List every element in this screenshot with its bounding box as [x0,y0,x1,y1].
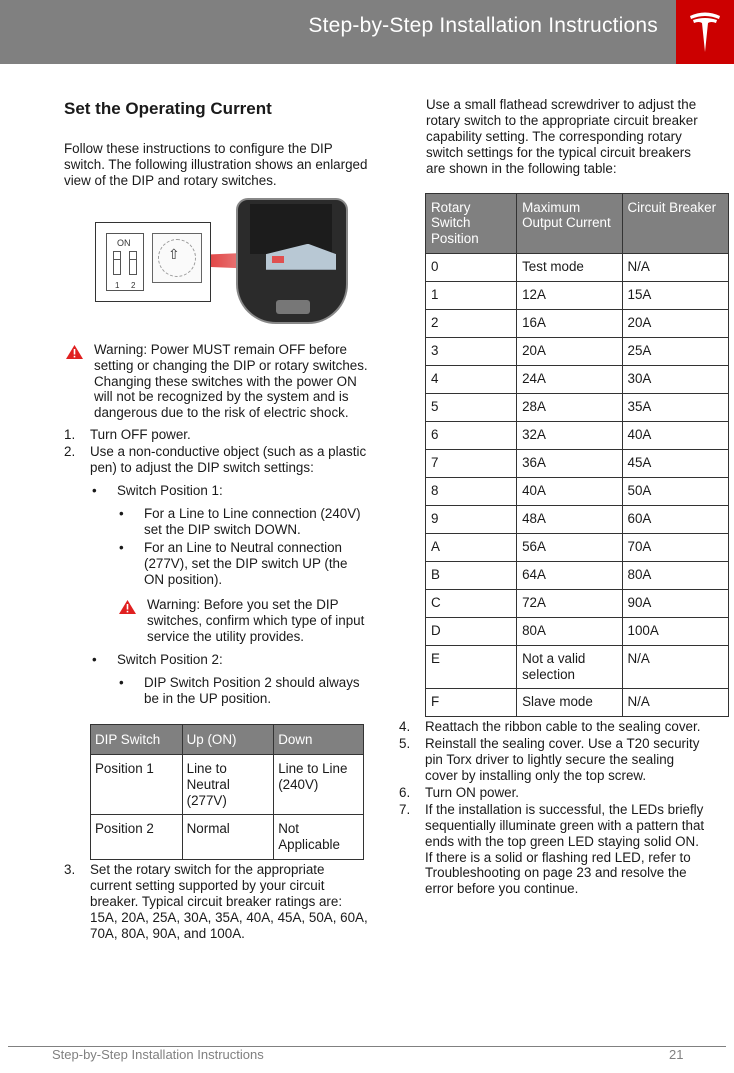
table-cell: 36A [517,450,622,478]
table-cell: 80A [517,618,622,646]
table-cell: 60A [622,506,729,534]
table-header: DIP Switch [91,724,183,754]
table-row [426,254,729,282]
table-cell: 9 [426,506,517,534]
table-row [426,646,729,689]
warning-power-off [64,342,369,422]
table-cell: 25A [622,338,729,366]
step-item: 2. Use a non-conductive object (such as a plastic pen) to adjust the DIP switch settings: • Switch Position 1: • For a Line to Line connection (240V) set the DIP switch DOWN. • For an Line to Neutral connection (277V), set the DIP switch UP (the ON position). Warning: Before you set the DIP switches, confirm which type of input service the utility provides. • Switch Position 2: • DIP Switch Position 2 should always be in the UP position. DIP Switch Up (ON) Down Position 1 Line to Neutral (277V) Line to Line (240V) Position 2 Normal Not Applicable [64,444,369,860]
right-column [399,97,717,898]
table-cell: Not a valid selection [517,646,622,689]
table-row [426,310,729,338]
rotary-switch [152,233,202,283]
step-text: Set the rotary switch for the appropriate current setting supported by your circuit breaker. Typical circuit breaker ratings are: 15A, 20A, 25A, 30A, 35A, 40A, 45A, 50A, 60A, 70A, 80A, 90A, and 100A. [90,862,368,941]
page-header [0,0,734,64]
sub-bullet-list [117,675,369,707]
table-cell: 32A [517,422,622,450]
header-title: Step-by-Step Installation Instructions [308,14,658,37]
warning-text: Warning: Power MUST remain OFF before setting or changing the DIP or rotary switches. Changing these switches with the power ON will not be recognized by the system and is dangerous due to the risk of electric shock. [94,341,368,421]
dip-switch-table [90,724,364,860]
warning-input-service [117,597,369,645]
table-cell: 8 [426,478,517,506]
table-row [426,338,729,366]
bullet-item: • Switch Position 1: • For a Line to Line connection (240V) set the DIP switch DOWN. • For an Line to Neutral connection (277V), set the DIP switch UP (the ON position). Warning: Before you set the DIP switches, confirm which type of input service the utility provides. [90,483,369,645]
table-cell: 2 [426,310,517,338]
table-cell: 24A [517,366,622,394]
table-cell: 20A [622,310,729,338]
page-number: 21 [669,1047,684,1062]
table-cell: 70A [622,534,729,562]
step-item: 3. Set the rotary switch for the appropriate current setting supported by your circuit breaker. Typical circuit breaker ratings are: 15A, 20A, 25A, 30A, 35A, 40A, 45A, 50A, 60A, 70A, 80A, 90A, and 100A. [64,862,368,941]
dip-number-2: 2 [131,280,136,290]
table-cell: 12A [517,282,622,310]
charger-unit-image [236,198,348,324]
table-cell: 90A [622,590,729,618]
mounting-bracket [276,300,310,314]
table-cell: 72A [517,590,622,618]
table-row [426,506,729,534]
step-text: Turn ON power. [425,784,520,800]
table-cell: 0 [426,254,517,282]
switch-location-marker [272,256,284,263]
step-text: Use a non-conductive object (such as a plastic pen) to adjust the DIP switch settings: [90,444,367,476]
footer-title: Step-by-Step Installation Instructions [52,1047,264,1062]
step-item: 5. Reinstall the sealing cover. Use a T20 security pin Torx driver to lightly secure the sealing cover by installing only the top screw. [399,736,700,783]
left-column [64,96,369,943]
tesla-logo-icon [689,10,721,54]
step-item: 6. Turn ON power. [399,784,520,800]
table-cell: F [426,689,517,717]
table-cell: 28A [517,394,622,422]
table-cell: 15A [622,282,729,310]
table-cell: Normal [182,815,274,860]
table-cell: 40A [622,422,729,450]
sub-bullet-item: • For an Line to Neutral connection (277V), set the DIP switch UP (the ON position). [119,539,348,587]
dip-on-label: ON [117,237,131,248]
step-text: If the installation is successful, the LEDs briefly sequentially illuminate green with a pattern that ends with the top green LED staying solid ON. If there is a solid or flashing red LED, refer to Troubleshooting on page 23 and resolve the error before you continue. [425,801,705,897]
table-header: Down [274,724,364,754]
table-cell: D [426,618,517,646]
rotary-switch-table [425,193,729,718]
table-cell: B [426,562,517,590]
table-header-row [91,724,364,754]
table-cell: Line to Line (240V) [274,754,364,815]
sub-bullet-item: • For a Line to Line connection (240V) set the DIP switch DOWN. [119,505,361,537]
dip-number-1: 1 [115,280,120,290]
table-cell: 40A [517,478,622,506]
warning-triangle-icon [66,345,83,359]
table-cell: 48A [517,506,622,534]
table-header: Maximum Output Current [517,193,622,254]
section-title: Set the Operating Current [64,99,272,118]
rotary-intro-paragraph: Use a small flathead screwdriver to adjust the rotary switch to the appropriate circuit breaker capability setting. The corresponding rotary switch settings for the typical circuit breakers are shown in the following table: [426,97,698,176]
table-row [426,450,729,478]
table-row [91,754,364,815]
bullet-text: Switch Position 1: [117,482,223,498]
switch-illustration [64,198,369,328]
table-cell: 35A [622,394,729,422]
step-text: Turn OFF power. [90,427,191,443]
dip-toggle-1 [113,251,121,275]
table-cell: N/A [622,254,729,282]
table-row [426,422,729,450]
steps-list-left [64,427,369,942]
table-cell: 4 [426,366,517,394]
table-row [426,689,729,717]
step-item: 4. Reattach the ribbon cable to the sealing cover. [399,719,701,735]
warning-triangle-icon [119,600,136,614]
table-cell: 16A [517,310,622,338]
table-cell: C [426,590,517,618]
step-item: 7. If the installation is successful, the LEDs briefly sequentially illuminate green with a pattern that ends with the top green LED staying solid ON. If there is a solid or flashing red LED, refer to Troubleshooting on page 23 and resolve the error before you continue. [399,801,705,897]
table-cell: E [426,646,517,689]
step-item: 1. Turn OFF power. [64,427,191,443]
arrow-up-icon: ⇧ [168,245,180,262]
sub-bullet-item: • DIP Switch Position 2 should always be in the UP position. [119,675,360,706]
table-cell: 45A [622,450,729,478]
table-row [426,534,729,562]
table-row [91,815,364,860]
table-row [426,366,729,394]
table-row [426,590,729,618]
table-row [426,478,729,506]
table-cell: 3 [426,338,517,366]
table-cell: 20A [517,338,622,366]
warning-text: Warning: Before you set the DIP switches, confirm which type of input service the utility provides. [147,597,365,645]
table-header: Circuit Breaker [622,193,729,254]
table-cell: N/A [622,646,729,689]
switch-closeup [95,222,211,302]
table-cell: 1 [426,282,517,310]
table-row [426,618,729,646]
step-text: Reinstall the sealing cover. Use a T20 security pin Torx driver to lightly secure the sealing cover by installing only the top screw. [425,736,700,783]
table-cell: Test mode [517,254,622,282]
bullet-list [90,483,369,707]
dip-switch [106,233,144,291]
table-cell: Line to Neutral (277V) [182,754,274,815]
table-cell: Position 1 [91,754,183,815]
step-text: Reattach the ribbon cable to the sealing cover. [425,719,701,735]
table-row [426,282,729,310]
table-cell: 30A [622,366,729,394]
bullet-item: • Switch Position 2: • DIP Switch Position 2 should always be in the UP position. [90,652,369,707]
table-cell: 80A [622,562,729,590]
steps-list-right [399,719,709,897]
table-cell: A [426,534,517,562]
table-header: Up (ON) [182,724,274,754]
table-row [426,562,729,590]
dip-toggle-2 [129,251,137,275]
table-cell: 6 [426,422,517,450]
table-cell: Not Applicable [274,815,364,860]
table-cell: 56A [517,534,622,562]
table-cell: 7 [426,450,517,478]
table-row [426,394,729,422]
table-cell: Position 2 [91,815,183,860]
table-cell: 5 [426,394,517,422]
intro-paragraph: Follow these instructions to configure the DIP switch. The following illustration shows an enlarged view of the DIP and rotary switches. [64,141,368,188]
table-cell: N/A [622,689,729,717]
sub-bullet-list [117,506,369,588]
table-header: Rotary Switch Position [426,193,517,254]
brand-logo [676,0,734,64]
table-header-row [426,193,729,254]
table-cell: 64A [517,562,622,590]
bullet-text: Switch Position 2: [117,652,223,668]
table-cell: 50A [622,478,729,506]
table-cell: 100A [622,618,729,646]
table-cell: Slave mode [517,689,622,717]
